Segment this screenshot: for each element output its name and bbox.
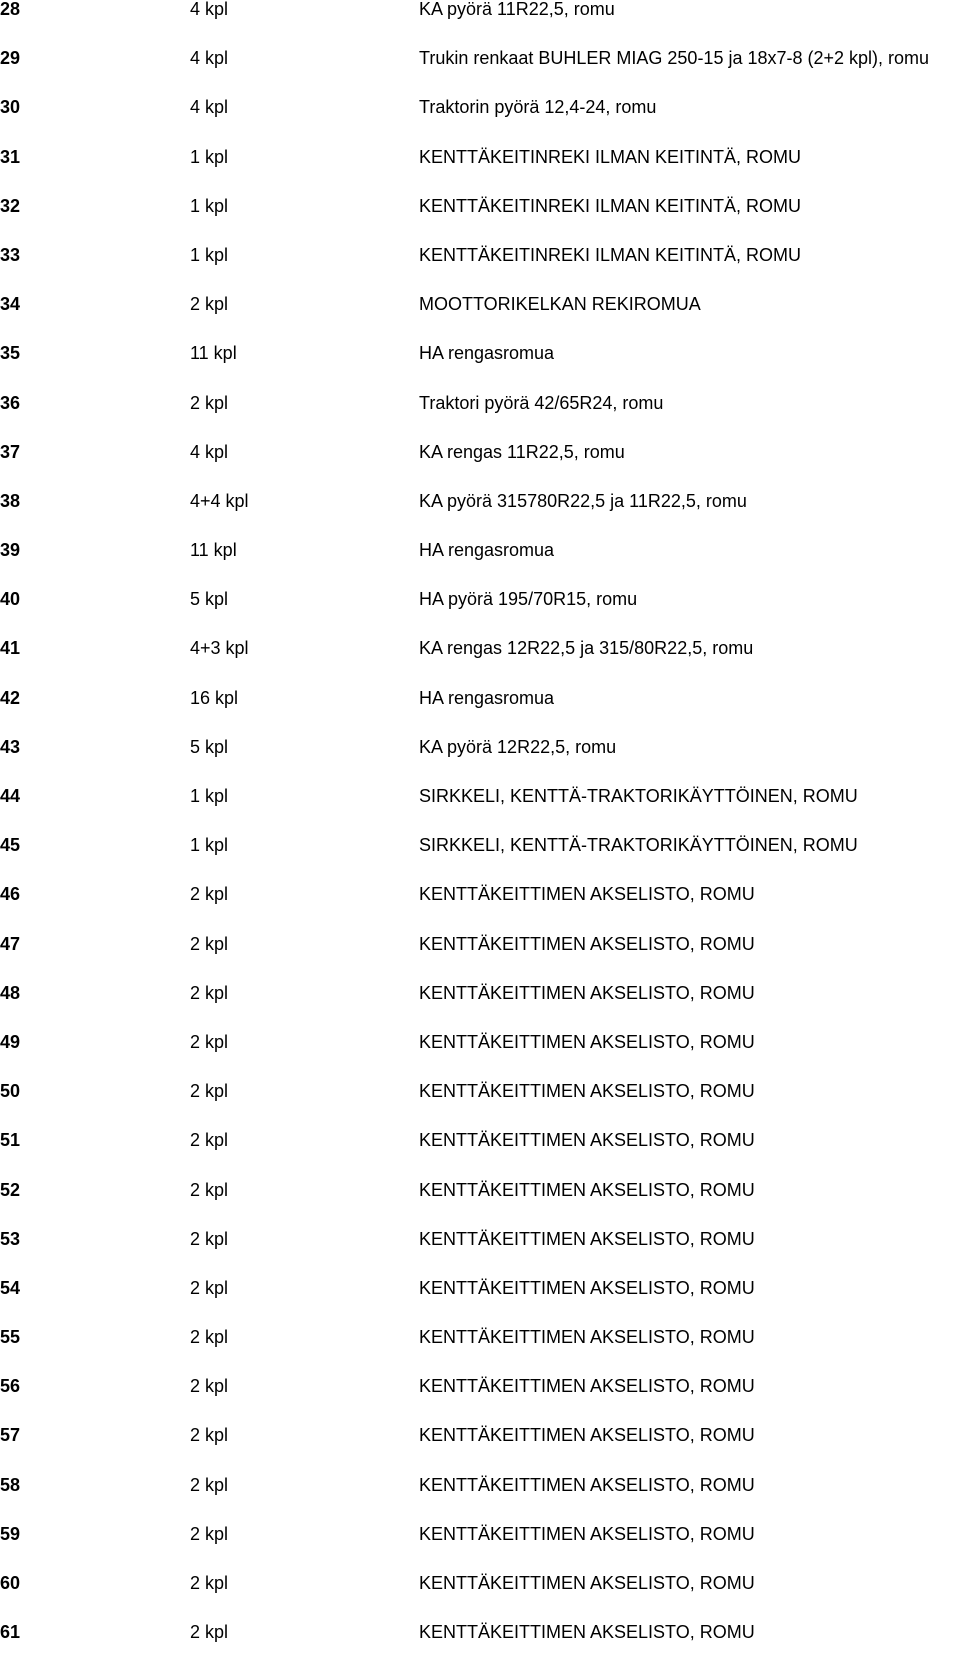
list-item [0,49,960,98]
item-quantity: 4 kpl [190,97,229,118]
list-item [0,1476,960,1525]
item-number: 51 [0,1130,21,1151]
item-description: KENTTÄKEITTIMEN AKSELISTO, ROMU [419,1622,755,1643]
list-item [0,689,960,738]
item-quantity: 2 kpl [190,1179,229,1200]
list-item [0,148,960,197]
item-description: KENTTÄKEITTIMEN AKSELISTO, ROMU [419,1179,755,1200]
item-quantity: 1 kpl [190,786,229,806]
list-item [0,738,960,787]
list-item [0,1279,960,1328]
item-description: MOOTTORIKELKAN REKIROMUA [419,294,701,315]
item-description: KA pyörä 12R22,5, romu [419,736,617,757]
list-item [0,1377,960,1426]
item-description: KENTTÄKEITTIMEN AKSELISTO, ROMU [419,1277,755,1298]
item-description: KENTTÄKEITTIMEN AKSELISTO, ROMU [419,1425,755,1446]
item-number: 28 [0,0,21,19]
item-description: KA pyörä 11R22,5, romu [419,0,615,19]
item-quantity: 2 kpl [190,294,229,315]
list-item [0,787,960,836]
item-quantity: 2 kpl [190,1425,229,1446]
list-item [0,1082,960,1131]
list-item [0,1623,960,1672]
list-item [0,443,960,492]
item-number: 40 [0,589,21,610]
list-item [0,197,960,246]
item-number: 36 [0,392,21,413]
item-quantity: 4 kpl [190,441,229,462]
list-item [0,1328,960,1377]
item-quantity: 2 kpl [190,1474,229,1495]
list-item [0,590,960,639]
item-description: KA rengas 11R22,5, romu [419,441,625,462]
list-item [0,836,960,885]
item-number: 37 [0,441,21,462]
list-item [0,344,960,393]
item-number: 38 [0,490,21,511]
list-item [0,492,960,541]
item-quantity: 2 kpl [190,1327,229,1348]
item-quantity: 2 kpl [190,392,229,413]
item-description: KENTTÄKEITTIMEN AKSELISTO, ROMU [419,1031,755,1052]
item-number: 59 [0,1523,21,1544]
item-description: KENTTÄKEITTIMEN AKSELISTO, ROMU [419,1573,755,1593]
item-number: 53 [0,1228,21,1249]
item-quantity: 4 kpl [190,48,229,69]
list-item [0,1230,960,1279]
item-description: KENTTÄKEITTIMEN AKSELISTO, ROMU [419,1376,755,1397]
item-description: SIRKKELI, KENTTÄ-TRAKTORIKÄYTTÖINEN, ROMU [419,786,858,806]
item-number: 30 [0,97,21,118]
item-description: KENTTÄKEITTIMEN AKSELISTO, ROMU [419,884,755,905]
item-number: 42 [0,687,21,708]
item-quantity: 4 kpl [190,0,229,19]
item-quantity: 4+3 kpl [190,638,249,659]
item-description: Traktori pyörä 42/65R24, romu [419,392,664,413]
item-description: KA rengas 12R22,5 ja 315/80R22,5, romu [419,638,754,659]
item-number: 58 [0,1474,21,1495]
item-number: 39 [0,540,21,561]
item-quantity: 2 kpl [190,1376,229,1397]
list-item [0,1525,960,1574]
item-quantity: 2 kpl [190,1081,229,1102]
item-number: 49 [0,1031,21,1052]
item-description: HA pyörä 195/70R15, romu [419,589,638,610]
item-number: 34 [0,294,21,315]
item-quantity: 11 kpl [190,343,237,364]
item-description: HA rengasromua [419,540,555,561]
item-description: KENTTÄKEITTIMEN AKSELISTO, ROMU [419,933,755,954]
item-number: 47 [0,933,21,954]
item-description: KENTTÄKEITINREKI ILMAN KEITINTÄ, ROMU [419,244,802,265]
item-description: KENTTÄKEITTIMEN AKSELISTO, ROMU [419,1130,755,1151]
item-number: 45 [0,835,21,856]
list-item [0,639,960,688]
item-quantity: 5 kpl [190,736,229,757]
item-number: 29 [0,48,21,69]
item-quantity: 1 kpl [190,244,229,265]
item-description: KENTTÄKEITTIMEN AKSELISTO, ROMU [419,1081,755,1102]
list-item [0,935,960,984]
item-quantity: 2 kpl [190,1228,229,1249]
item-quantity: 1 kpl [190,195,229,216]
item-number: 57 [0,1425,21,1446]
list-item [0,984,960,1033]
item-quantity: 2 kpl [190,1031,229,1052]
list-item [0,1181,960,1230]
item-description: KENTTÄKEITTIMEN AKSELISTO, ROMU [419,1228,755,1249]
item-description: KENTTÄKEITINREKI ILMAN KEITINTÄ, ROMU [419,195,802,216]
item-number: 35 [0,343,21,364]
item-number: 54 [0,1277,21,1298]
item-description: KENTTÄKEITTIMEN AKSELISTO, ROMU [419,982,755,1003]
item-description: SIRKKELI, KENTTÄ-TRAKTORIKÄYTTÖINEN, ROMU [419,835,858,856]
item-description: HA rengasromua [419,687,555,708]
list-item [0,1131,960,1180]
item-number: 33 [0,244,21,265]
item-description: HA rengasromua [419,343,555,364]
item-number: 55 [0,1327,21,1348]
item-number: 32 [0,195,21,216]
item-quantity: 2 kpl [190,1622,229,1643]
list-item [0,246,960,295]
item-quantity: 5 kpl [190,589,229,610]
item-quantity: 1 kpl [190,835,229,856]
item-number: 56 [0,1376,21,1397]
list-item [0,1426,960,1475]
item-quantity: 2 kpl [190,1130,229,1151]
list-item [0,1033,960,1082]
item-quantity: 11 kpl [190,540,237,561]
item-number: 50 [0,1081,21,1102]
item-number: 52 [0,1179,21,1200]
item-number: 46 [0,884,21,905]
list-item [0,541,960,590]
item-quantity: 2 kpl [190,982,229,1003]
list-item [0,394,960,443]
item-quantity: 2 kpl [190,1573,229,1593]
item-number: 43 [0,736,21,757]
item-description: Trukin renkaat BUHLER MIAG 250-15 ja 18x7-8 (2+2 kpl), romu [419,48,930,69]
item-number: 60 [0,1573,21,1593]
item-quantity: 4+4 kpl [190,490,249,511]
item-number: 41 [0,638,21,659]
list-item [0,0,960,49]
item-number: 61 [0,1622,21,1643]
item-number: 31 [0,146,21,167]
item-description: Traktorin pyörä 12,4-24, romu [419,97,657,118]
item-quantity: 2 kpl [190,1277,229,1298]
item-quantity: 2 kpl [190,884,229,905]
list-item [0,1574,960,1623]
item-quantity: 16 kpl [190,687,239,708]
list-item [0,885,960,934]
item-quantity: 1 kpl [190,146,229,167]
item-number: 48 [0,982,21,1003]
item-description: KENTTÄKEITTIMEN AKSELISTO, ROMU [419,1327,755,1348]
item-description: KA pyörä 315780R22,5 ja 11R22,5, romu [419,490,747,511]
item-description: KENTTÄKEITTIMEN AKSELISTO, ROMU [419,1523,755,1544]
list-item [0,98,960,147]
item-quantity: 2 kpl [190,933,229,954]
list-item [0,295,960,344]
item-description: KENTTÄKEITTIMEN AKSELISTO, ROMU [419,1474,755,1495]
item-description: KENTTÄKEITINREKI ILMAN KEITINTÄ, ROMU [419,146,802,167]
item-quantity: 2 kpl [190,1523,229,1544]
item-number: 44 [0,786,21,806]
